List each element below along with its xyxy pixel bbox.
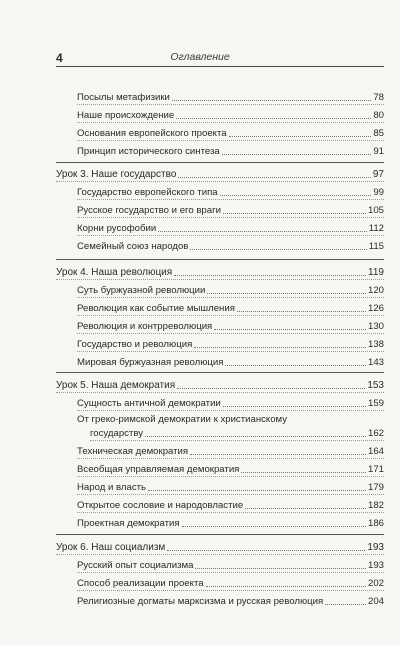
toc-entry-title: Техническая демократия: [77, 446, 189, 457]
toc-entry[interactable]: [77, 444, 384, 459]
toc-entry-title: Наше происхождение: [77, 110, 175, 121]
toc-entry[interactable]: [77, 498, 384, 513]
toc-entry-page: 130: [367, 321, 384, 332]
toc-entry-page: 182: [367, 500, 384, 511]
toc-entry-title: Основания европейского проекта: [77, 128, 227, 139]
toc-entry[interactable]: [77, 355, 384, 369]
toc-entry[interactable]: [77, 283, 384, 298]
toc-entry-title: Народ и власть: [77, 482, 147, 493]
toc-entry-title: Мировая буржуазная революция: [77, 357, 224, 368]
toc-chapter[interactable]: [56, 167, 384, 182]
toc-entry-page: 179: [367, 482, 384, 493]
toc-entry-page: 204: [367, 596, 384, 607]
toc-leader: [223, 405, 366, 407]
toc-entry[interactable]: [77, 337, 384, 352]
toc-entry-title-continued: государству: [90, 428, 144, 439]
toc-leader: [237, 310, 366, 312]
toc-leader: [214, 328, 366, 330]
toc-leader: [177, 387, 365, 389]
toc-leader: [158, 230, 367, 232]
toc-entry-page: 80: [373, 110, 384, 121]
toc-entry[interactable]: [77, 576, 384, 591]
toc-leader: [174, 274, 366, 276]
toc-entry[interactable]: [77, 239, 384, 253]
toc-entry[interactable]: [77, 462, 384, 477]
toc-chapter[interactable]: [56, 378, 384, 393]
toc-entry-title: Способ реализации проекта: [77, 578, 204, 589]
toc-entry[interactable]: [77, 594, 384, 608]
section-divider: [56, 259, 384, 260]
toc-entry-page: 164: [367, 446, 384, 457]
toc-entry-page: 162: [367, 428, 384, 439]
toc-entry-page: 78: [373, 92, 384, 103]
toc-entry-title: Революция как событие мышления: [77, 303, 235, 314]
toc-entry-page: 120: [367, 285, 384, 296]
toc-entry-title: Революция и контрреволюция: [77, 321, 213, 332]
toc-leader: [172, 99, 371, 101]
toc-leader: [190, 248, 366, 250]
toc-leader: [225, 364, 366, 366]
toc-leader: [195, 567, 366, 569]
toc-leader: [207, 292, 366, 294]
toc-leader: [241, 471, 366, 473]
section-divider: [56, 372, 384, 373]
toc-entry-title: Проектная демократия: [77, 518, 180, 529]
toc-leader: [182, 525, 366, 527]
toc-leader: [148, 489, 366, 491]
running-title: Оглавление: [170, 51, 230, 63]
toc-entry[interactable]: [77, 558, 384, 573]
toc-entry-title: Всеобщая управляемая демократия: [77, 464, 240, 475]
toc-entry[interactable]: [77, 221, 384, 236]
toc-chapter-page: 119: [368, 267, 384, 278]
toc-leader: [222, 153, 372, 155]
toc-chapter-title: Урок 3. Наше государство: [56, 169, 177, 180]
toc-entry-page: 126: [367, 303, 384, 314]
toc-entry-page: 186: [367, 518, 384, 529]
toc-entry[interactable]: [77, 301, 384, 316]
toc-leader: [145, 435, 366, 437]
toc-entry-title: Русское государство и его враги: [77, 205, 221, 216]
toc-chapter[interactable]: [56, 265, 384, 280]
toc-leader: [167, 549, 365, 551]
toc-entry-title: Суть буржуазной революции: [77, 285, 206, 296]
toc-leader: [194, 346, 366, 348]
toc-entry[interactable]: [77, 90, 384, 105]
page-number: 4: [56, 51, 63, 65]
toc-leader: [190, 453, 366, 455]
toc-entry[interactable]: [77, 108, 384, 123]
toc-entry-title: От греко-римской демократии к христианскому: [77, 414, 288, 425]
toc-entry[interactable]: [77, 516, 384, 530]
toc-entry-line1[interactable]: [77, 412, 384, 426]
toc-entry[interactable]: [77, 319, 384, 334]
toc-entry-page: 143: [367, 357, 384, 368]
toc-leader: [178, 176, 370, 178]
toc-entry-title: Религиозные догматы марксизма и русская революция: [77, 596, 324, 607]
toc-chapter-page: 97: [372, 169, 384, 180]
toc-entry-page: 193: [367, 560, 384, 571]
toc-entry-title: Государство и революция: [77, 339, 193, 350]
toc-entry-title: Посылы метафизики: [77, 92, 170, 103]
section-divider: [56, 162, 384, 163]
toc-leader: [245, 507, 366, 509]
toc-chapter-title: Урок 4. Наша революция: [56, 267, 173, 278]
toc-entry-page: 115: [368, 241, 384, 252]
toc-entry-page: 202: [367, 578, 384, 589]
toc-entry[interactable]: [77, 480, 384, 495]
toc-leader: [206, 585, 366, 587]
toc-entry[interactable]: [77, 144, 384, 158]
toc-entry-page: 105: [367, 205, 384, 216]
toc-entry-page: 112: [368, 223, 384, 234]
toc-chapter-page: 193: [367, 542, 384, 553]
toc-entry-page: 91: [373, 146, 384, 157]
toc-entry-title: Русский опыт социализма: [77, 560, 194, 571]
toc-entry[interactable]: [77, 126, 384, 141]
toc-chapter[interactable]: [56, 540, 384, 555]
toc-chapter-page: 153: [367, 380, 384, 391]
toc-entry-title: Семейный союз народов: [77, 241, 189, 252]
toc-entry-title: Открытое сословие и народовластие: [77, 500, 244, 511]
toc-entry[interactable]: [77, 185, 384, 200]
toc-leader: [220, 194, 372, 196]
toc-entry-title: Сущность античной демократии: [77, 398, 221, 409]
toc-entry[interactable]: [77, 396, 384, 411]
toc-entry-title: Государство европейского типа: [77, 187, 218, 198]
toc-entry-title: Принцип исторического синтеза: [77, 146, 220, 157]
header-rule: [56, 66, 384, 67]
toc-entry-page: 159: [367, 398, 384, 409]
toc-entry-page: 85: [373, 128, 384, 139]
toc-entry-page: 99: [373, 187, 384, 198]
toc-entry-title: Корни русофобии: [77, 223, 157, 234]
toc-leader: [176, 117, 371, 119]
toc-leader: [223, 212, 366, 214]
section-divider: [56, 534, 384, 535]
toc-entry[interactable]: [77, 203, 384, 218]
toc-entry-page: 138: [367, 339, 384, 350]
toc-chapter-title: Урок 6. Наш социализм: [56, 542, 166, 553]
toc-leader: [229, 135, 372, 137]
toc-entry-page: 171: [367, 464, 384, 475]
toc-leader: [325, 603, 366, 605]
toc-entry-line2[interactable]: [90, 426, 384, 441]
toc-chapter-title: Урок 5. Наша демократия: [56, 380, 176, 391]
